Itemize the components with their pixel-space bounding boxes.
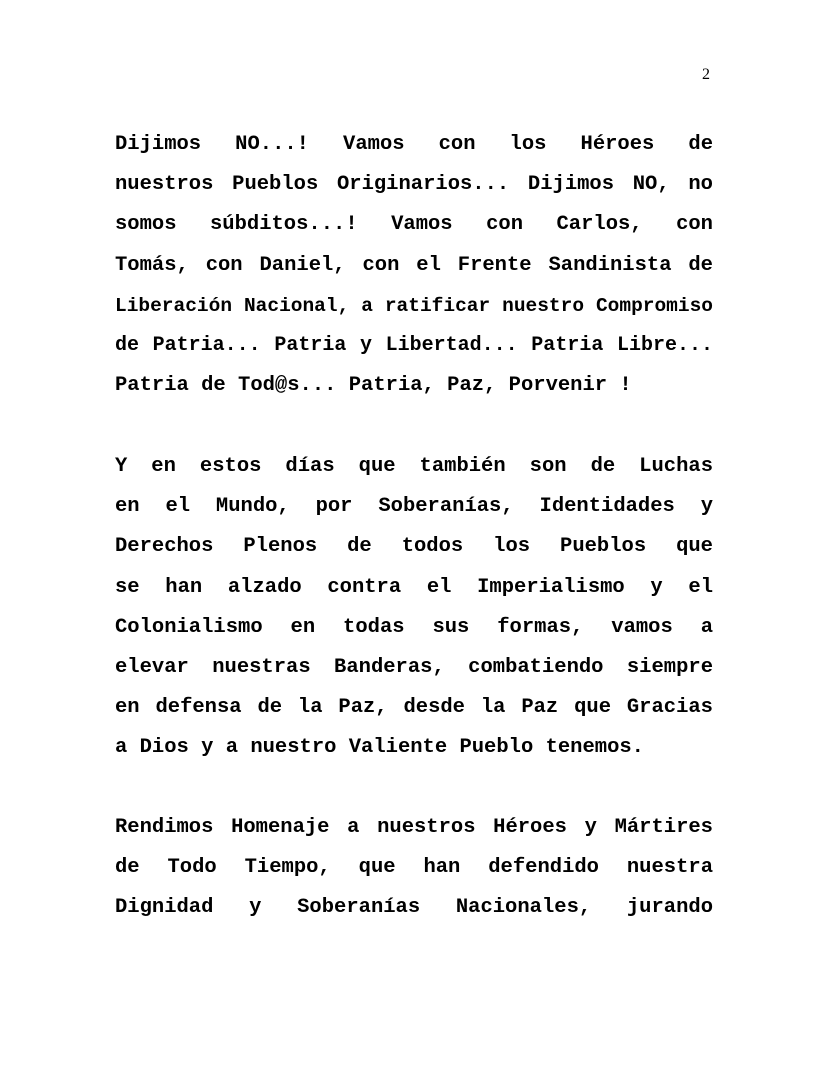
text-line: somos súbditos...! Vamos con Carlos, con: [115, 213, 713, 237]
paragraph-1: [115, 125, 713, 406]
text-line: Colonialismo en todas sus formas, vamos a: [115, 615, 713, 639]
text-line: de Todo Tiempo, que han defendido nuestra: [115, 856, 713, 880]
text-line: Liberación Nacional, a ratificar nuestro Compromiso: [115, 294, 713, 317]
paragraph-3: [115, 808, 713, 929]
text-line: elevar nuestras Banderas, combatiendo siempre: [115, 655, 713, 679]
text-line: Dijimos NO...! Vamos con los Héroes de: [115, 133, 713, 156]
text-line: a Dios y a nuestro Valiente Pueblo tenemos.: [115, 736, 644, 760]
text-line: nuestros Pueblos Originarios... Dijimos NO, no: [115, 173, 713, 197]
text-line: Patria de Tod@s... Patria, Paz, Porvenir !: [115, 374, 632, 398]
text-line: Tomás, con Daniel, con el Frente Sandinista de: [115, 253, 713, 277]
text-line: se han alzado contra el Imperialismo y el: [115, 575, 713, 599]
text-line: en el Mundo, por Soberanías, Identidades y: [115, 495, 713, 519]
text-line: Rendimos Homenaje a nuestros Héroes y Mártires: [115, 816, 713, 839]
text-line: de Patria... Patria y Libertad... Patria Libre...: [115, 333, 713, 357]
text-line: Dignidad y Soberanías Nacionales, jurando: [115, 896, 713, 920]
page-number: 2: [702, 66, 710, 83]
text-line: en defensa de la Paz, desde la Paz que Gracias: [115, 696, 713, 720]
paragraph-2: [115, 447, 713, 769]
text-line: Y en estos días que también son de Luchas: [115, 455, 713, 478]
text-line: Derechos Plenos de todos los Pueblos que: [115, 535, 713, 559]
